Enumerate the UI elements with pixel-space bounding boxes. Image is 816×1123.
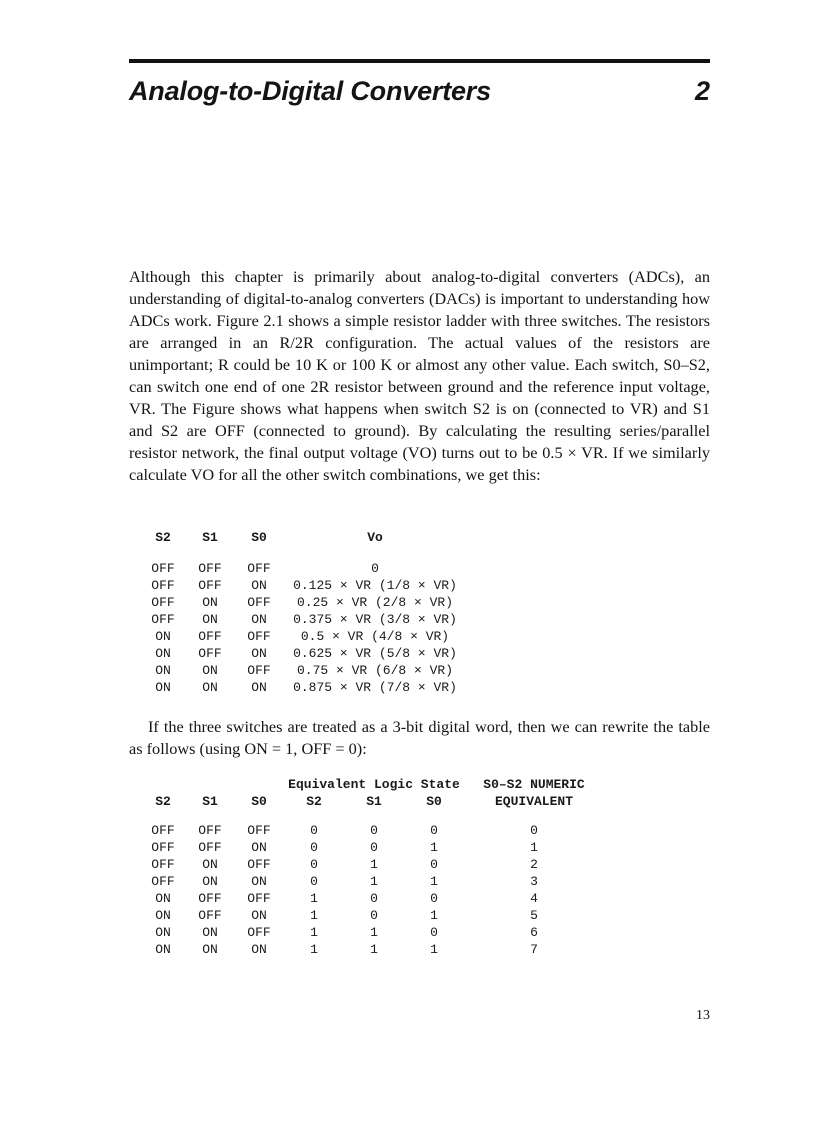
table-cell: 0.25 × VR (2/8 × VR) [296,595,454,610]
table-cell: ON [251,874,267,889]
table-cell: OFF [198,908,222,923]
table-cell: 0 [370,908,378,923]
table-cell: 1 [310,908,318,923]
table-cell: 0.125 × VR (1/8 × VR) [293,578,457,593]
table-row [140,839,604,856]
table-cell: ON [202,595,218,610]
table-cell: 1 [370,925,378,940]
table-cell: ON [202,874,218,889]
table-cell: OFF [247,891,271,906]
column-header: S2 [306,794,322,809]
column-header: Vo [367,530,383,545]
chapter-title: Analog-to-Digital Converters [129,76,491,106]
table-cell: 0.5 × VR (4/8 × VR) [300,629,450,644]
table-row [140,873,604,890]
table-cell: 0 [530,823,538,838]
table-cell: 1 [430,908,438,923]
table-cell: ON [155,908,171,923]
table-cell: ON [251,908,267,923]
table-cell: OFF [151,578,175,593]
table-header-row [140,529,466,560]
table-cell: 0 [310,874,318,889]
table-cell: OFF [198,578,222,593]
table-cell: OFF [198,646,222,661]
table-cell: 1 [310,925,318,940]
table-cell: ON [155,646,171,661]
logic-state-table [140,776,604,958]
table-row [140,924,604,941]
table-cell: 0 [371,561,379,576]
header-rule [129,59,710,63]
table-cell: OFF [151,561,175,576]
table-cell: 0 [370,823,378,838]
table-cell: ON [202,925,218,940]
table-cell: ON [202,942,218,957]
column-header: S1 [202,530,218,545]
table-cell: 4 [530,891,538,906]
table-cell: ON [251,578,267,593]
table-cell: 2 [530,857,538,872]
column-header: S2 [155,530,171,545]
table-cell: ON [155,663,171,678]
table-row [140,822,604,839]
table-cell: OFF [198,891,222,906]
table-cell: ON [202,612,218,627]
table-cell: 6 [530,925,538,940]
table-cell: OFF [247,857,271,872]
table-cell: ON [251,646,267,661]
body-paragraph-2: If the three switches are treated as a 3-bit digital word, then we can rewrite the table as follows (using ON = 1, OFF = 0): [129,717,710,758]
table-cell: ON [155,629,171,644]
table-cell: OFF [198,823,222,838]
table-cell: 0 [310,823,318,838]
table-cell: 0.875 × VR (7/8 × VR) [293,680,457,695]
table-cell: OFF [151,874,175,889]
table-cell: 0.375 × VR (3/8 × VR) [293,612,457,627]
table-cell: 0 [310,840,318,855]
table-cell: OFF [247,629,271,644]
table-cell: OFF [198,840,222,855]
table-cell: ON [251,612,267,627]
table-cell: 0 [430,925,438,940]
table-cell: ON [155,891,171,906]
page-number: 13 [696,1008,710,1023]
table-cell: OFF [247,925,271,940]
table-cell: 0 [430,891,438,906]
body-paragraph-1: Although this chapter is primarily about analog-to-digital converters (ADCs), an understanding of digital-to-analog converters (DACs) is important to understanding how ADCs work. Figure 2.1 shows a simple resistor ladder with three switches. The resistors are arranged in an R/2R configuration. The actual values of the resistors are unimportant; R could be 10 K or 100 K or almost any other value. Each switch, S0–S2, can switch one end of one 2R resistor between ground and the reference input voltage, VR. The Figure shows what happens when switch S2 is on (connected to VR) and S1 and S2 are OFF (connected to ground). By calculating the resulting series/parallel resistor network, the final output voltage (VO) turns out to be 0.5 × VR. If we similarly calculate VO for all the other switch combinations, we get this: [129,267,710,484]
table-row [140,645,466,662]
table-cell: OFF [151,857,175,872]
table-cell: 0 [430,823,438,838]
table-cell: 1 [430,874,438,889]
table-cell: 0.75 × VR (6/8 × VR) [296,663,454,678]
table-row [140,662,466,679]
table-row [140,560,466,577]
table-row [140,907,604,924]
numeric-header-line-2: EQUIVALENT [494,794,573,809]
table-cell: OFF [151,612,175,627]
table-cell: ON [155,925,171,940]
table-row [140,890,604,907]
numeric-header: S0–S2 NUMERIC [483,777,585,792]
column-header: S0 [251,794,267,809]
switch-voltage-table [140,529,466,696]
column-header: S1 [366,794,382,809]
table-row [140,611,466,628]
column-header: S0 [426,794,442,809]
table-row [140,628,466,645]
group-header: Equivalent Logic State [288,777,460,792]
table-cell: 1 [530,840,538,855]
table-cell: OFF [151,823,175,838]
table-cell: 0 [370,840,378,855]
table-cell: ON [155,942,171,957]
chapter-number: 2 [694,76,710,106]
table-row [140,856,604,873]
table-cell: 1 [370,857,378,872]
table-cell: ON [202,663,218,678]
table-cell: 1 [310,942,318,957]
table-cell: OFF [247,595,271,610]
table-group-header-row [140,776,604,793]
table-cell: 1 [370,942,378,957]
table-row [140,577,466,594]
table-cell: ON [251,840,267,855]
table-cell: ON [251,680,267,695]
table-cell: OFF [198,629,222,644]
column-header: S0 [251,530,267,545]
table-cell: OFF [247,561,271,576]
table-row [140,679,466,696]
table-cell: 1 [310,891,318,906]
table-cell: 0 [370,891,378,906]
table-cell: 1 [430,840,438,855]
column-header: S1 [202,794,218,809]
table-cell: OFF [151,840,175,855]
table-cell: 0 [310,857,318,872]
table-cell: 0 [430,857,438,872]
table-header-row [140,793,604,822]
table-cell: OFF [247,823,271,838]
table-cell: 0.625 × VR (5/8 × VR) [293,646,457,661]
table-row [140,941,604,958]
column-header: S2 [155,794,171,809]
table-cell: ON [155,680,171,695]
table-cell: 5 [530,908,538,923]
table-cell: 1 [430,942,438,957]
table-cell: ON [202,680,218,695]
table-cell: 3 [530,874,538,889]
table-cell: 7 [530,942,538,957]
table-cell: ON [251,942,267,957]
table-cell: OFF [247,663,271,678]
table-cell: ON [202,857,218,872]
table-cell: 1 [370,874,378,889]
table-cell: OFF [151,595,175,610]
table-row [140,594,466,611]
table-cell: OFF [198,561,222,576]
